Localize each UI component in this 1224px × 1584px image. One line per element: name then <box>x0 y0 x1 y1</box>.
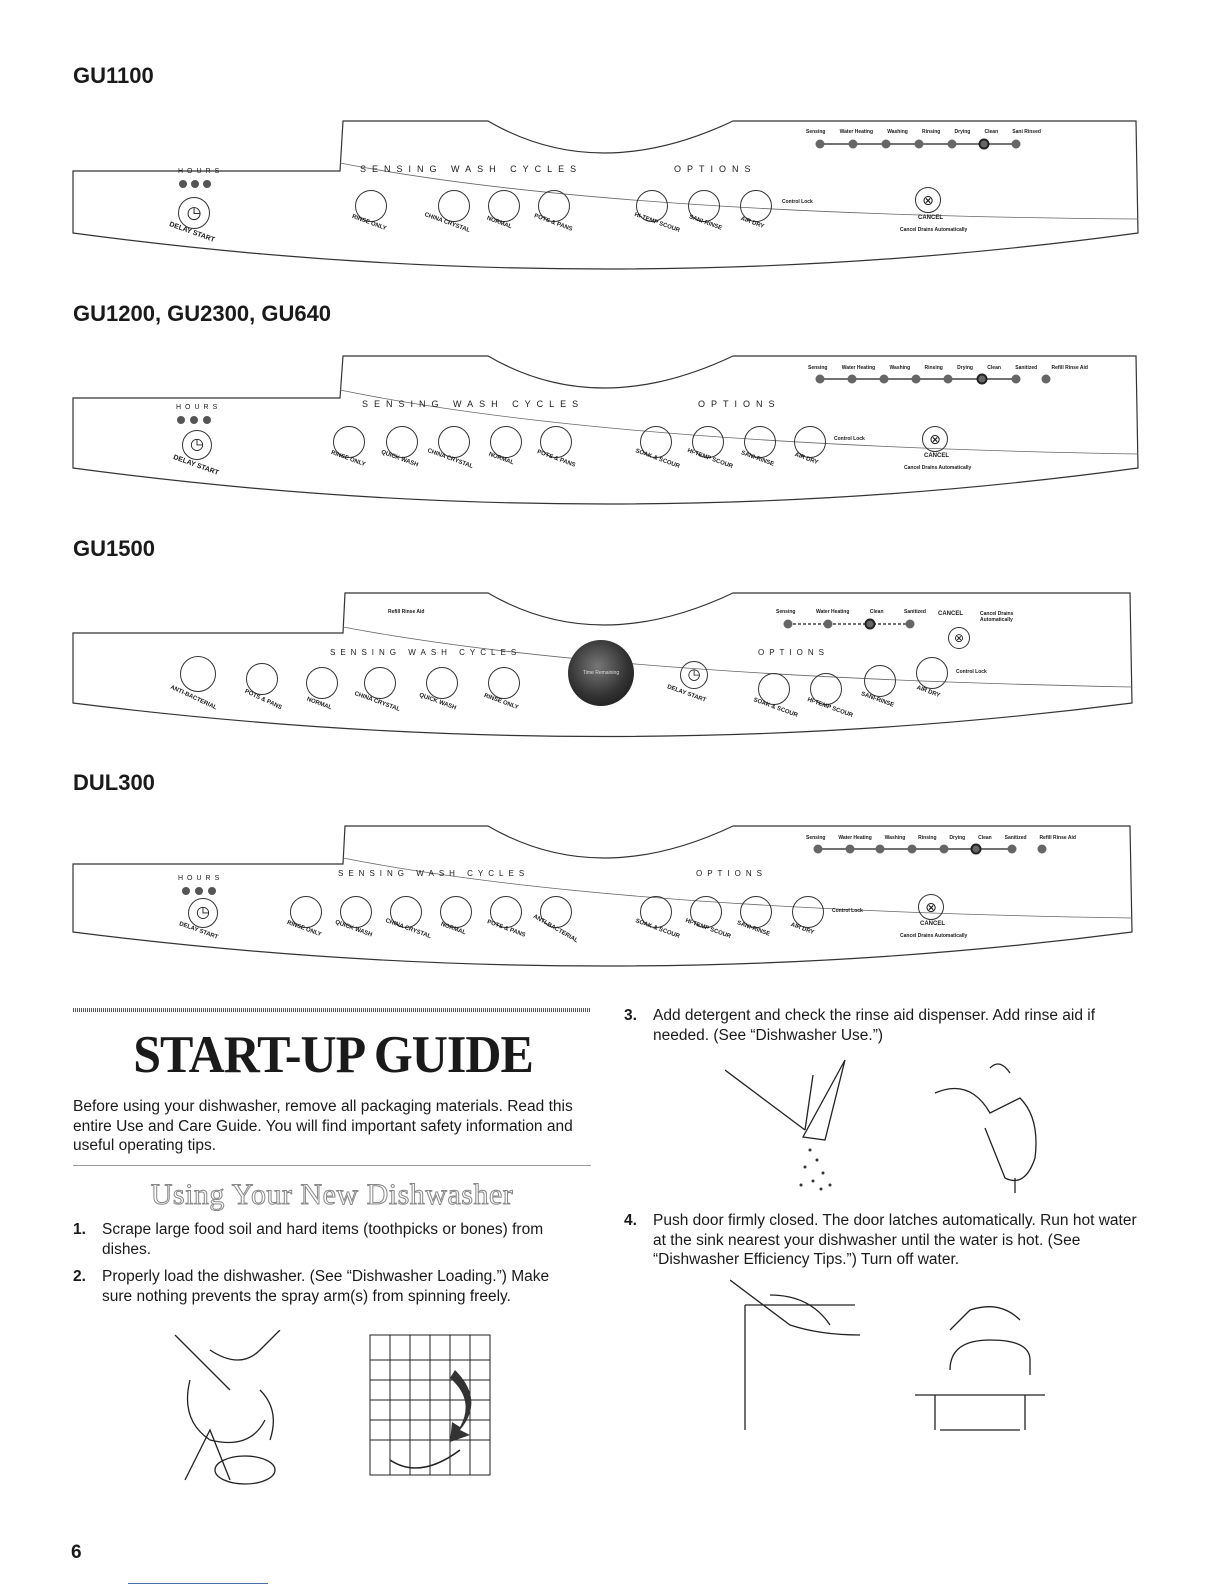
cycle-label: NORMAL <box>439 921 467 937</box>
section-subtitle: Using Your New Dishwasher <box>150 1178 514 1211</box>
cancel-button[interactable]: ⊗ <box>918 894 944 920</box>
model-heading-dul300: DUL300 <box>73 770 155 795</box>
page-title: START-UP GUIDE <box>133 1024 533 1084</box>
option-button-air-dry[interactable] <box>916 657 948 689</box>
cycle-label: QUICK WASH <box>380 449 419 469</box>
option-label: SOAK & SCOUR <box>634 918 681 940</box>
options-label: OPTIONS <box>674 164 757 174</box>
model-heading-gu1500: GU1500 <box>73 536 155 561</box>
cancel-label: CANCEL <box>924 453 949 459</box>
option-label: HI-TEMP SCOUR <box>806 696 854 720</box>
cancel-label: CANCEL <box>920 921 945 927</box>
cancel-note: Cancel Drains Automatically <box>900 933 968 939</box>
cycle-label: RINSE ONLY <box>483 693 520 711</box>
option-label: HI-TEMP SCOUR <box>633 211 681 235</box>
control-panel-gu1200 <box>68 350 1143 510</box>
hours-label: HOURS <box>178 168 224 175</box>
hours-led <box>203 180 211 188</box>
section-divider <box>73 1008 591 1012</box>
divider <box>73 1165 591 1166</box>
sensing-wash-cycles-label: SENSING WASH CYCLES <box>362 399 585 409</box>
cycle-button-rinse-only[interactable] <box>488 667 520 699</box>
options-label: OPTIONS <box>698 399 781 409</box>
sink-faucet-illustration <box>910 1280 1050 1440</box>
delay-start-button[interactable]: ◷ <box>680 661 708 689</box>
sensing-wash-cycles-label: SENSING WASH CYCLES <box>360 164 583 174</box>
cycle-label: NORMAL <box>487 451 515 467</box>
option-label: AIR DRY <box>915 684 941 700</box>
options-label: OPTIONS <box>696 869 768 878</box>
sensing-wash-cycles-label: SENSING WASH CYCLES <box>338 869 530 878</box>
delay-start-button[interactable]: ◷ <box>182 430 212 460</box>
cycle-label: QUICK WASH <box>334 919 373 939</box>
control-panel-dul300 <box>68 820 1143 980</box>
cycle-label: RINSE ONLY <box>286 920 323 938</box>
refill-rinse-aid-label: Refill Rinse Aid <box>388 609 425 615</box>
cycle-label: POTS & PANS <box>243 688 283 712</box>
status-labels: Sensing Water Heating Washing Rinsing Drying Clean Sani Rinsed <box>806 129 1041 135</box>
cycle-label: CHINA CRYSTAL <box>426 447 474 471</box>
cycle-label: NORMAL <box>305 696 333 712</box>
cancel-label: CANCEL <box>918 215 943 221</box>
door-closing-illustration <box>730 1275 870 1435</box>
cancel-note: Cancel Drains Automatically <box>904 465 972 471</box>
delay-start-button[interactable]: ◷ <box>188 898 218 928</box>
status-labels: Sensing Water Heating Washing Rinsing Drying Clean Sanitized Refill Rinse Aid <box>806 835 1076 841</box>
control-lock-label: Control Lock <box>782 199 813 205</box>
option-label: SANI-RINSE <box>736 920 771 938</box>
hours-led <box>179 180 187 188</box>
option-label: SOAK & SCOUR <box>634 448 681 470</box>
detergent-pouring-illustration <box>725 1055 865 1195</box>
status-leds <box>808 372 1088 386</box>
status-labels: Sensing Water Heating Washing Rinsing Drying Clean Sanitized Refill Rinse Aid <box>808 365 1088 371</box>
page-number: 6 <box>71 1542 82 1563</box>
cancel-note: Cancel Drains Automatically <box>980 611 1014 623</box>
hours-label: HOURS <box>176 404 222 411</box>
control-lock-label: Control Lock <box>834 436 865 442</box>
cycle-button-china-crystal[interactable] <box>364 667 396 699</box>
intro-paragraph: Before using your dishwasher, remove all packaging materials. Read this entire Use and Care Guide. You will find important safety information and useful operating tips. <box>73 1098 573 1154</box>
control-panel-gu1500 <box>68 585 1143 745</box>
cycle-label: ANTI-BACTERIAL <box>531 913 579 945</box>
cancel-note: Cancel Drains Automatically <box>900 227 968 233</box>
time-remaining-dial: Time Remaining <box>568 640 634 706</box>
cycle-label: POTS & PANS <box>536 449 577 469</box>
rinse-aid-illustration <box>930 1058 1050 1198</box>
option-label: HI-TEMP SCOUR <box>684 917 732 941</box>
option-button-sani-rinse[interactable] <box>864 665 896 697</box>
option-label: AIR DRY <box>739 215 765 231</box>
delay-start-label: DELAY START <box>172 454 220 477</box>
sensing-wash-cycles-label: SENSING WASH CYCLES <box>330 648 522 657</box>
option-label: SANI-RINSE <box>688 214 723 232</box>
cycle-label: RINSE ONLY <box>351 214 388 232</box>
delay-start-button[interactable]: ◷ <box>178 197 210 229</box>
cycle-label: CHINA CRYSTAL <box>353 690 401 714</box>
cycle-button-normal[interactable] <box>306 667 338 699</box>
option-label: HI-TEMP SCOUR <box>686 447 734 471</box>
cycle-label: POTS & PANS <box>486 919 527 939</box>
cycle-label: CHINA CRYSTAL <box>423 211 471 235</box>
cancel-label: CANCEL <box>938 611 963 617</box>
cycle-button-china-crystal[interactable] <box>438 190 470 222</box>
cycle-button-anti-bacterial[interactable] <box>180 656 216 692</box>
hours-led <box>191 180 199 188</box>
status-leds <box>768 617 928 631</box>
cycle-label: CHINA CRYSTAL <box>384 917 432 941</box>
control-panel-gu1100 <box>68 115 1143 275</box>
delay-start-label: DELAY START <box>168 221 216 244</box>
control-lock-label: Control Lock <box>832 908 863 914</box>
cancel-button[interactable]: ⊗ <box>948 627 970 649</box>
delay-start-label: DELAY START <box>178 921 219 941</box>
status-leds <box>806 842 1086 856</box>
model-heading-gu1100: GU1100 <box>73 63 154 88</box>
option-label: SOAK & SCOUR <box>752 697 799 719</box>
cancel-button[interactable]: ⊗ <box>915 187 941 213</box>
cycle-label: QUICK WASH <box>418 692 457 712</box>
option-label: AIR DRY <box>789 921 815 937</box>
cycle-label: RINSE ONLY <box>330 450 367 468</box>
cycle-button-quick-wash[interactable] <box>426 667 458 699</box>
cycle-label: NORMAL <box>485 215 513 231</box>
status-leds <box>806 137 1046 151</box>
cancel-button[interactable]: ⊗ <box>922 426 948 452</box>
option-label: SANI-RINSE <box>860 691 895 709</box>
control-lock-label: Control Lock <box>956 669 987 675</box>
loading-rack-illustration <box>360 1330 500 1490</box>
cycle-label: ANTI-BACTERIAL <box>169 684 218 712</box>
status-labels: Sensing Water Heating Clean Sanitized <box>776 609 926 615</box>
options-label: OPTIONS <box>758 648 830 657</box>
option-label: SANI-RINSE <box>740 450 775 468</box>
delay-start-label: DELAY START <box>666 684 707 704</box>
cycle-label: POTS & PANS <box>533 213 574 233</box>
scraping-dish-illustration <box>170 1330 300 1490</box>
hours-label: HOURS <box>178 875 224 882</box>
option-label: AIR DRY <box>793 451 819 467</box>
model-heading-gu1200: GU1200, GU2300, GU640 <box>73 301 332 326</box>
